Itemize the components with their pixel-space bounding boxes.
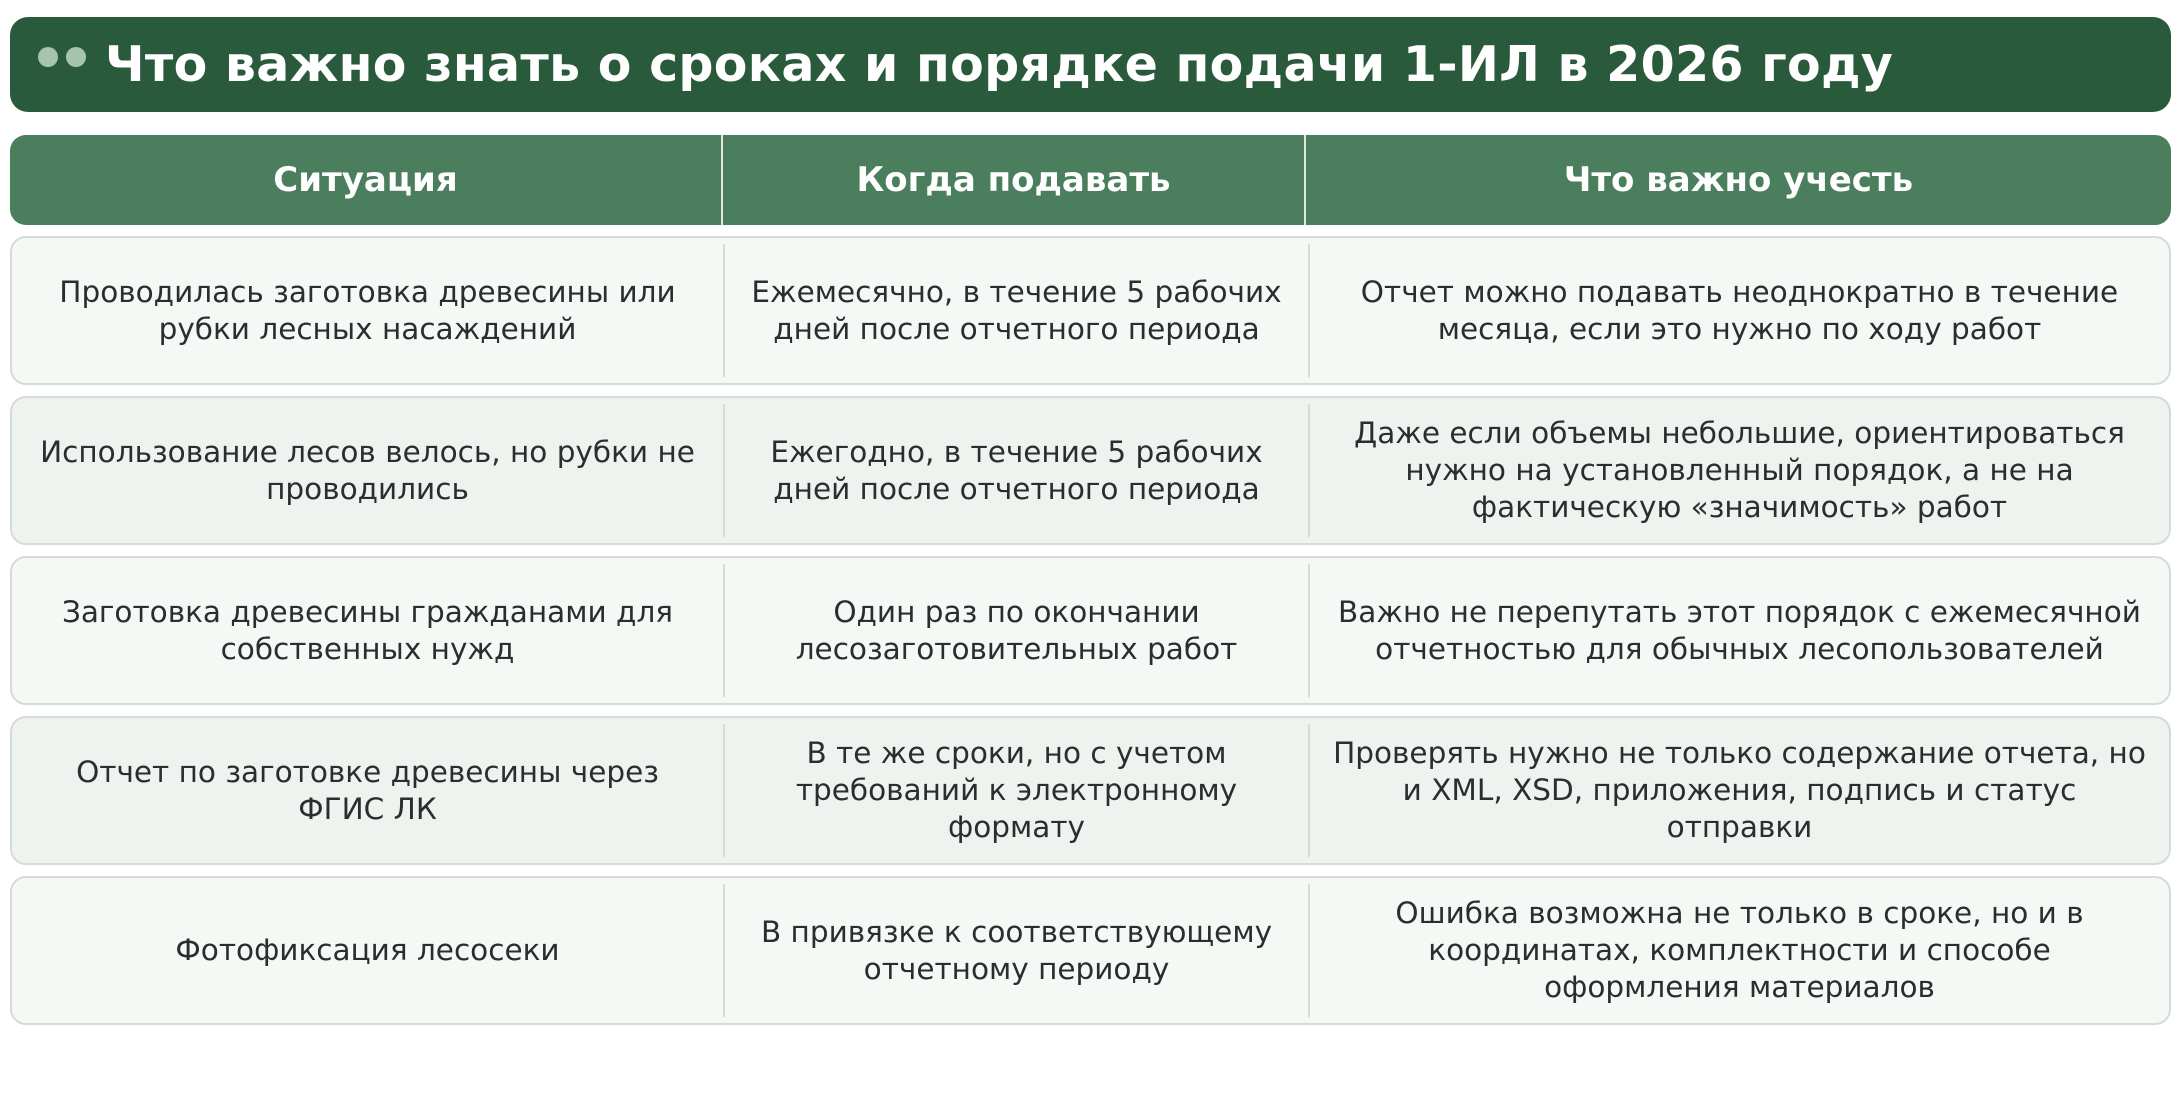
header-note: Что важно учесть — [1563, 160, 1914, 200]
cell-when: Один раз по окончании лесозаготовительных работ — [795, 594, 1238, 666]
cell-note: Важно не перепутать этот порядок с ежемесячной отчетностью для обычных лесопользователей — [1338, 594, 2141, 666]
table-row — [10, 396, 2171, 545]
page-title: Что важно знать о сроках и порядке подачи 1-ИЛ в 2026 году — [105, 36, 1894, 93]
cell-when: Ежегодно, в течение 5 рабочих дней после отчетного периода — [770, 434, 1263, 506]
cell-situation: Проводилась заготовка древесины или рубки лесных насаждений — [59, 274, 676, 346]
header-when: Когда подавать — [723, 135, 1306, 225]
cell-note: Даже если объемы небольшие, ориентироваться нужно на установленный порядок, а не на фактическую «значимость» работ — [1354, 416, 2125, 524]
cell-situation: Отчет по заготовке древесины через ФГИС ЛК — [76, 754, 659, 826]
table-row — [10, 556, 2171, 705]
table-row — [10, 236, 2171, 385]
cell-note: Проверять нужно не только содержание отчета, но и XML, XSD, приложения, подпись и статус отправки — [1333, 736, 2146, 844]
table-row — [10, 876, 2171, 1025]
cell-situation: Заготовка древесины гражданами для собственных нужд — [61, 594, 674, 666]
table-header — [10, 135, 2171, 225]
cell-when: В те же сроки, но с учетом требований к электронному формату — [795, 736, 1238, 844]
cell-when: Ежемесячно, в течение 5 рабочих дней после отчетного периода — [751, 274, 1282, 346]
cell-when: В привязке к соответствующему отчетному периоду — [760, 914, 1273, 986]
header-situation: Ситуация — [10, 135, 723, 225]
cell-note: Ошибка возможна не только в сроке, но и в координатах, комплектности и способе оформления материалов — [1395, 896, 2084, 1004]
cell-situation: Использование лесов велось, но рубки не проводились — [40, 434, 695, 506]
cell-situation: Фотофиксация лесосеки — [175, 933, 560, 967]
cell-note: Отчет можно подавать неоднократно в течение месяца, если это нужно по ходу работ — [1360, 274, 2119, 346]
table-row — [10, 716, 2171, 865]
title-bar — [10, 17, 2171, 112]
dot-icon — [38, 47, 58, 67]
dot-icon — [66, 47, 86, 67]
